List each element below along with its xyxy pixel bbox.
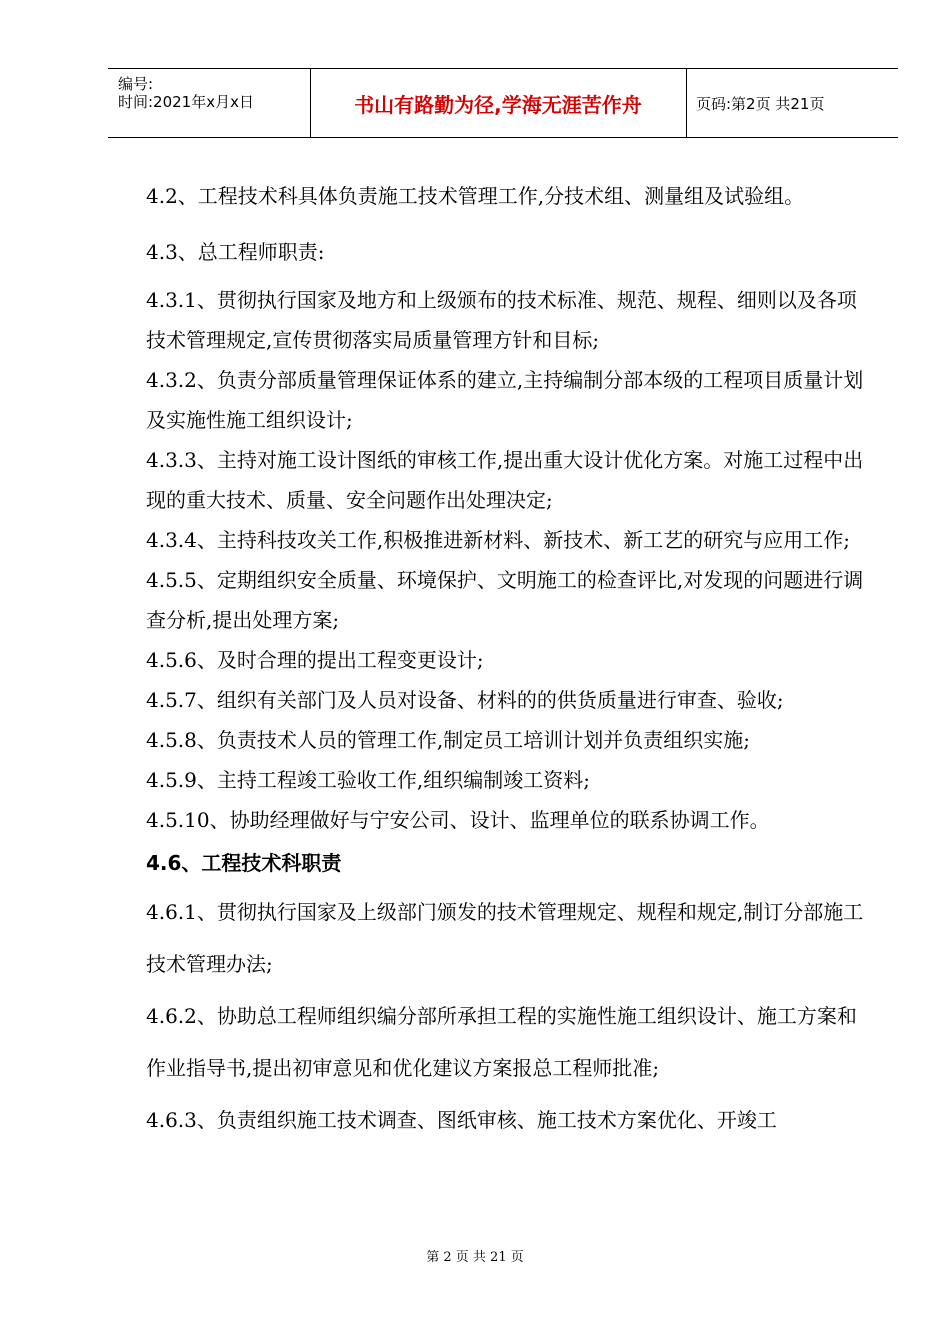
paragraph-4-3-3: 4.3.3、主持对施工设计图纸的审核工作,提出重大设计优化方案。对施工过程中出现的重大技术、质量、安全问题作出处理决定; <box>146 448 864 512</box>
page-footer: 第 2 页 共 21 页 <box>426 1250 524 1265</box>
section-heading-4-6: 4.6、工程技术科职责 <box>146 851 342 875</box>
paragraph-4-2: 4.2、工程技术科具体负责施工技术管理工作,分技术组、测量组及试验组。 <box>146 184 805 208</box>
document-header <box>108 68 898 138</box>
paragraph-4-3-2: 4.3.2、负责分部质量管理保证体系的建立,主持编制分部本级的工程项目质量计划及实施性施工组织设计; <box>146 368 864 432</box>
paragraph-4-3: 4.3、总工程师职责: <box>146 240 325 264</box>
document-body <box>146 170 866 1146</box>
document-number-label: 编号: <box>118 75 154 93</box>
paragraph-4-5-10: 4.5.10、协助经理做好与宁安公司、设计、监理单位的联系协调工作。 <box>146 808 770 832</box>
paragraph-4-3-1: 4.3.1、贯彻执行国家及地方和上级颁布的技术标准、规范、规程、细则以及各项技术管理规定,宣传贯彻落实局质量管理方针和目标; <box>146 288 857 352</box>
paragraph-4-5-6: 4.5.6、及时合理的提出工程变更设计; <box>146 648 484 672</box>
header-motto: 书山有路勤为径,学海无涯苦作舟 <box>310 69 687 137</box>
paragraph-4-5-7: 4.5.7、组织有关部门及人员对设备、材料的的供货质量进行审查、验收; <box>146 688 784 712</box>
header-page-label: 页码:第2页 共21页 <box>696 94 825 113</box>
paragraph-4-3-4: 4.3.4、主持科技攻关工作,积极推进新材料、新技术、新工艺的研究与应用工作; <box>146 528 850 552</box>
paragraph-4-5-8: 4.5.8、负责技术人员的管理工作,制定员工培训计划并负责组织实施; <box>146 728 750 752</box>
paragraph-4-5-9: 4.5.9、主持工程竣工验收工作,组织编制竣工资料; <box>146 768 590 792</box>
paragraph-4-6-1: 4.6.1、贯彻执行国家及上级部门颁发的技术管理规定、规程和规定,制订分部施工技术管理办法; <box>146 900 864 976</box>
paragraph-4-5-5: 4.5.5、定期组织安全质量、环境保护、文明施工的检查评比,对发现的问题进行调查分析,提出处理方案; <box>146 568 864 632</box>
paragraph-4-6-3: 4.6.3、负责组织施工技术调查、图纸审核、施工技术方案优化、开竣工 <box>146 1108 777 1132</box>
document-time-label: 时间:2021年x月x日 <box>118 93 254 111</box>
header-meta-cell <box>108 69 311 137</box>
paragraph-4-6-2: 4.6.2、协助总工程师组织编分部所承担工程的实施性施工组织设计、施工方案和作业指导书,提出初审意见和优化建议方案报总工程师批准; <box>146 1004 857 1080</box>
